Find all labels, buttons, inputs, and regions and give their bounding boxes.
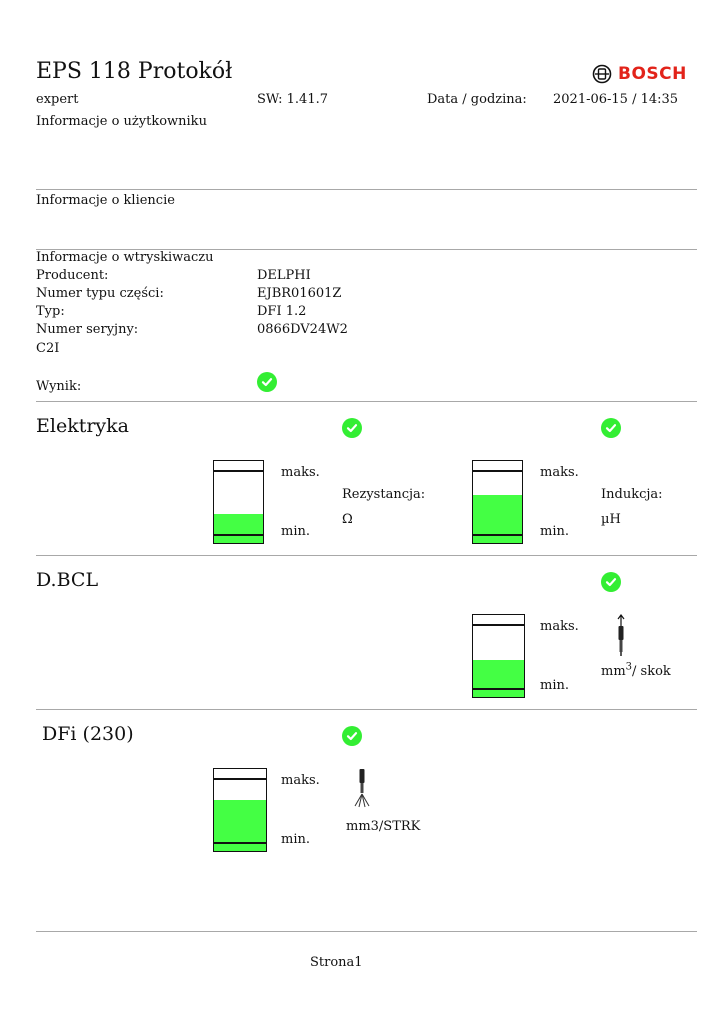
resistance-max-label: maks. bbox=[281, 465, 320, 480]
dbcl-max-label: maks. bbox=[540, 619, 579, 634]
resistance-gauge bbox=[213, 460, 264, 544]
page-number: Strona1 bbox=[310, 955, 363, 970]
divider bbox=[36, 709, 697, 710]
manufacturer-value: DELPHI bbox=[257, 268, 311, 283]
date-value: 2021-06-15 / 14:35 bbox=[553, 92, 679, 107]
dbcl-unit-base: mm bbox=[601, 664, 626, 679]
inductance-max-label: maks. bbox=[540, 465, 579, 480]
result-label: Wynik: bbox=[36, 379, 82, 394]
gauge-min-line bbox=[214, 842, 266, 844]
gauge-min-line bbox=[473, 688, 524, 690]
dfi-unit: mm3/STRK bbox=[346, 819, 421, 834]
page-title: EPS 118 Protokół bbox=[36, 59, 233, 84]
dfi-title: DFi (230) bbox=[42, 723, 134, 745]
brand-name: BOSCH bbox=[618, 64, 687, 84]
inductance-unit: µH bbox=[601, 512, 621, 527]
dfi-check-icon bbox=[342, 726, 362, 746]
dbcl-unit bbox=[601, 661, 671, 680]
inductance-label: Indukcja: bbox=[601, 487, 663, 502]
gauge-max-line bbox=[214, 470, 263, 472]
inductance-check-icon bbox=[601, 418, 621, 438]
dfi-min-label: min. bbox=[281, 832, 310, 847]
dbcl-gauge bbox=[472, 614, 525, 698]
resistance-check-icon bbox=[342, 418, 362, 438]
c2i-label: C2I bbox=[36, 341, 60, 356]
resistance-min-label: min. bbox=[281, 524, 310, 539]
dbcl-unit-exponent: 3 bbox=[625, 661, 633, 673]
gauge-min-line bbox=[473, 534, 522, 536]
bosch-armature-icon bbox=[592, 64, 612, 84]
part-type-value: EJBR01601Z bbox=[257, 286, 342, 301]
gauge-min-line bbox=[214, 534, 263, 536]
divider bbox=[36, 189, 697, 190]
divider bbox=[36, 555, 697, 556]
user-info-heading: Informacje o użytkowniku bbox=[36, 114, 207, 129]
electrical-title: Elektryka bbox=[36, 415, 129, 437]
manufacturer-label: Producent: bbox=[36, 268, 109, 283]
gauge-max-line bbox=[473, 470, 522, 472]
dbcl-min-label: min. bbox=[540, 678, 569, 693]
dbcl-title: D.BCL bbox=[36, 569, 99, 591]
injector-spray-icon bbox=[352, 768, 372, 810]
gauge-max-line bbox=[214, 778, 266, 780]
dbcl-check-icon bbox=[601, 572, 621, 592]
software-version: SW: 1.41.7 bbox=[257, 92, 328, 107]
resistance-label: Rezystancja: bbox=[342, 487, 426, 502]
gauge-fill bbox=[214, 514, 263, 543]
dfi-gauge bbox=[213, 768, 267, 852]
mode-label: expert bbox=[36, 92, 79, 107]
gauge-max-line bbox=[473, 624, 524, 626]
type-value: DFI 1.2 bbox=[257, 304, 307, 319]
divider bbox=[36, 931, 697, 932]
date-label: Data / godzina: bbox=[427, 92, 527, 107]
inductance-gauge bbox=[472, 460, 523, 544]
client-info-heading: Informacje o kliencie bbox=[36, 193, 175, 208]
dbcl-unit-suffix: / skok bbox=[632, 664, 671, 679]
divider bbox=[36, 401, 697, 402]
resistance-unit: Ω bbox=[342, 512, 353, 527]
result-check-icon bbox=[257, 372, 277, 392]
type-label: Typ: bbox=[36, 304, 65, 319]
injector-info-heading: Informacje o wtryskiwaczu bbox=[36, 250, 214, 265]
part-type-label: Numer typu części: bbox=[36, 286, 164, 301]
serial-value: 0866DV24W2 bbox=[257, 322, 348, 337]
injector-icon bbox=[612, 614, 630, 658]
inductance-min-label: min. bbox=[540, 524, 569, 539]
bosch-logo bbox=[592, 64, 687, 84]
gauge-fill bbox=[473, 660, 524, 697]
dfi-max-label: maks. bbox=[281, 773, 320, 788]
serial-label: Numer seryjny: bbox=[36, 322, 139, 337]
